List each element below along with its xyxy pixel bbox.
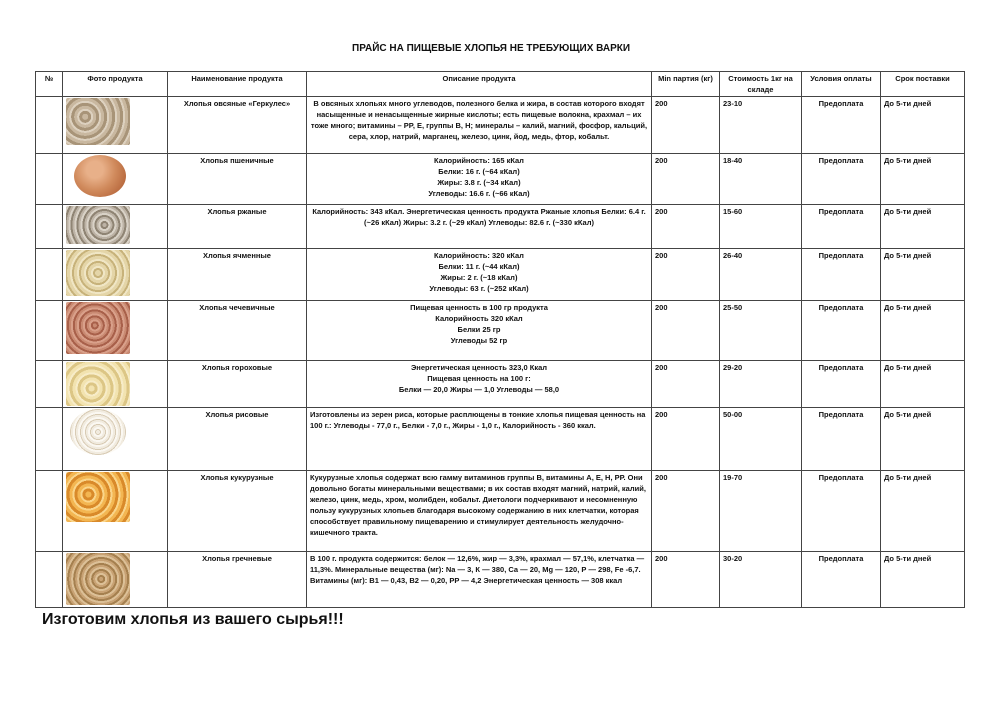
product-name: Хлопья рисовые bbox=[168, 408, 307, 471]
cost-per-kg: 30-20 bbox=[720, 552, 802, 608]
table-row bbox=[36, 249, 965, 301]
table-row bbox=[36, 471, 965, 552]
header-description: Описание продукта bbox=[307, 72, 652, 97]
product-name: Хлопья кукурузные bbox=[168, 471, 307, 552]
product-description: Изготовлены из зерен риса, которые расплющены в тонкие хлопья пищевая ценность на 100 г.: Углеводы - 77,0 г., Белки - 7,0 г., Жиры - 1,0 г., Калорийность - 360 ккал. bbox=[307, 408, 652, 471]
min-batch: 200 bbox=[652, 97, 720, 154]
min-batch: 200 bbox=[652, 408, 720, 471]
payment-terms: Предоплата bbox=[802, 249, 881, 301]
header-delivery-term: Срок поставки bbox=[881, 72, 965, 97]
product-name: Хлопья ячменные bbox=[168, 249, 307, 301]
cost-per-kg: 50-00 bbox=[720, 408, 802, 471]
product-description: Калорийность: 165 кКал Белки: 16 г. (~64 кКал) Жиры: 3.8 г. (~34 кКал) Углеводы: 16.6 г. (~66 кКал) bbox=[307, 154, 652, 205]
product-photo-cell bbox=[63, 408, 168, 471]
header-row bbox=[36, 72, 965, 97]
cost-per-kg: 19-70 bbox=[720, 471, 802, 552]
delivery-term: До 5-ти дней bbox=[881, 301, 965, 361]
min-batch: 200 bbox=[652, 205, 720, 249]
pea-flakes-photo bbox=[66, 362, 130, 406]
product-description: Калорийность: 320 кКал Белки: 11 г. (~44 кКал) Жиры: 2 г. (~18 кКал) Углеводы: 63 г. (~252 кКал) bbox=[307, 249, 652, 301]
row-number bbox=[36, 471, 63, 552]
cost-per-kg: 15-60 bbox=[720, 205, 802, 249]
min-batch: 200 bbox=[652, 361, 720, 408]
table-row bbox=[36, 97, 965, 154]
page-title-text: ПРАЙС НА ПИЩЕВЫЕ ХЛОПЬЯ НЕ ТРЕБУЮЩИХ ВАРКИ bbox=[352, 43, 631, 54]
payment-terms: Предоплата bbox=[802, 154, 881, 205]
header-name: Наименование продукта bbox=[168, 72, 307, 97]
delivery-term: До 5-ти дней bbox=[881, 471, 965, 552]
wheat-flakes-photo bbox=[74, 155, 126, 197]
product-photo-cell bbox=[63, 249, 168, 301]
table-row bbox=[36, 552, 965, 608]
min-batch: 200 bbox=[652, 154, 720, 205]
delivery-term: До 5-ти дней bbox=[881, 408, 965, 471]
payment-terms: Предоплата bbox=[802, 301, 881, 361]
min-batch: 200 bbox=[652, 552, 720, 608]
lentil-flakes-photo bbox=[66, 302, 130, 354]
cost-per-kg: 23-10 bbox=[720, 97, 802, 154]
cost-per-kg: 29-20 bbox=[720, 361, 802, 408]
product-description: Кукурузные хлопья содержат всю гамму витаминов группы В, витамины А, Е, Н, РР. Они довольно богаты минеральными веществами; в их состав входят магний, натрий, калий, железо, цинк, медь, хром, молибден, кобальт. Диетологи подчеркивают и несомненную пользу кукурузных хлопьев благодаря высокому содержанию в них клетчатки, которая способствует правильному пищеварению и стимулирует деятельность желудочно-кишечного тракта. bbox=[307, 471, 652, 552]
barley-flakes-photo bbox=[66, 250, 130, 296]
row-number bbox=[36, 154, 63, 205]
payment-terms: Предоплата bbox=[802, 471, 881, 552]
delivery-term: До 5-ти дней bbox=[881, 249, 965, 301]
product-photo-cell bbox=[63, 471, 168, 552]
delivery-term: До 5-ти дней bbox=[881, 361, 965, 408]
table-row bbox=[36, 205, 965, 249]
cost-per-kg: 25-50 bbox=[720, 301, 802, 361]
min-batch: 200 bbox=[652, 249, 720, 301]
product-photo-cell bbox=[63, 154, 168, 205]
header-payment-terms: Условия оплаты bbox=[802, 72, 881, 97]
header-min-batch: Min партия (кг) bbox=[652, 72, 720, 97]
table-row bbox=[36, 408, 965, 471]
product-name: Хлопья пшеничные bbox=[168, 154, 307, 205]
row-number bbox=[36, 301, 63, 361]
product-name: Хлопья чечевичные bbox=[168, 301, 307, 361]
payment-terms: Предоплата bbox=[802, 205, 881, 249]
delivery-term: До 5-ти дней bbox=[881, 97, 965, 154]
delivery-term: До 5-ти дней bbox=[881, 154, 965, 205]
payment-terms: Предоплата bbox=[802, 361, 881, 408]
product-photo-cell bbox=[63, 361, 168, 408]
min-batch: 200 bbox=[652, 301, 720, 361]
product-description: Пищевая ценность в 100 гр продукта Калорийность 320 кКал Белки 25 гр Углеводы 52 гр bbox=[307, 301, 652, 361]
row-number bbox=[36, 249, 63, 301]
product-description: Энергетическая ценность 323,0 Ккал Пищевая ценность на 100 г: Белки — 20,0 Жиры — 1,0 Углеводы — 58,0 bbox=[307, 361, 652, 408]
product-name: Хлопья гречневые bbox=[168, 552, 307, 608]
table-row bbox=[36, 361, 965, 408]
payment-terms: Предоплата bbox=[802, 408, 881, 471]
rice-flakes-photo bbox=[70, 409, 126, 455]
product-description: В 100 г. продукта содержится: белок — 12,6%, жир — 3,3%, крахмал — 57,1%, клетчатка — 11,3%. Минеральные вещества (мг): Na — 3, К — 380, Са — 20, Mg — 120, Р — 298, Fe -6,7. Витамины (мг): В1 — 0,43, В2 — 0,20, РР — 4,2 Энергетическая ценность — 308 ккал bbox=[307, 552, 652, 608]
rye-flakes-photo bbox=[66, 206, 130, 244]
product-description: В овсяных хлопьях много углеводов, полезного белка и жира, в состав которого входят насыщенные и ненасыщенные жирные кислоты; есть пищевые волокна, крахмал – их тоже много; витамины – PP, E, группы B, H; минералы – калий, магний, фосфор, кальций, сера, хлор, натрий, марганец, железо, цинк, йод, медь, фтор, кобальт. bbox=[307, 97, 652, 154]
buckwheat-flakes-photo bbox=[66, 553, 130, 605]
row-number bbox=[36, 361, 63, 408]
table-row bbox=[36, 154, 965, 205]
min-batch: 200 bbox=[652, 471, 720, 552]
row-number bbox=[36, 205, 63, 249]
footer-slogan: Изготовим хлопья из вашего сырья!!! bbox=[42, 611, 344, 628]
product-photo-cell bbox=[63, 97, 168, 154]
oat-flakes-photo bbox=[66, 98, 130, 145]
row-number bbox=[36, 408, 63, 471]
table-row bbox=[36, 301, 965, 361]
cost-per-kg: 18-40 bbox=[720, 154, 802, 205]
delivery-term: До 5-ти дней bbox=[881, 205, 965, 249]
row-number bbox=[36, 97, 63, 154]
product-description: Калорийность: 343 кКал. Энергетическая ценность продукта Ржаные хлопья Белки: 6.4 г. (~26 кКал) Жиры: 3.2 г. (~29 кКал) Углеводы: 82.6 г. (~330 кКал) bbox=[307, 205, 652, 249]
cost-per-kg: 26-40 bbox=[720, 249, 802, 301]
product-photo-cell bbox=[63, 301, 168, 361]
delivery-term: До 5-ти дней bbox=[881, 552, 965, 608]
header-no: № bbox=[36, 72, 63, 97]
header-photo: Фото продукта bbox=[63, 72, 168, 97]
row-number bbox=[36, 552, 63, 608]
product-name: Хлопья ржаные bbox=[168, 205, 307, 249]
price-table bbox=[35, 71, 965, 608]
product-photo-cell bbox=[63, 205, 168, 249]
header-cost: Стоимость 1кг на складе bbox=[720, 72, 802, 97]
product-photo-cell bbox=[63, 552, 168, 608]
product-name: Хлопья овсяные «Геркулес» bbox=[168, 97, 307, 154]
payment-terms: Предоплата bbox=[802, 97, 881, 154]
product-name: Хлопья гороховые bbox=[168, 361, 307, 408]
corn-flakes-photo bbox=[66, 472, 130, 522]
payment-terms: Предоплата bbox=[802, 552, 881, 608]
